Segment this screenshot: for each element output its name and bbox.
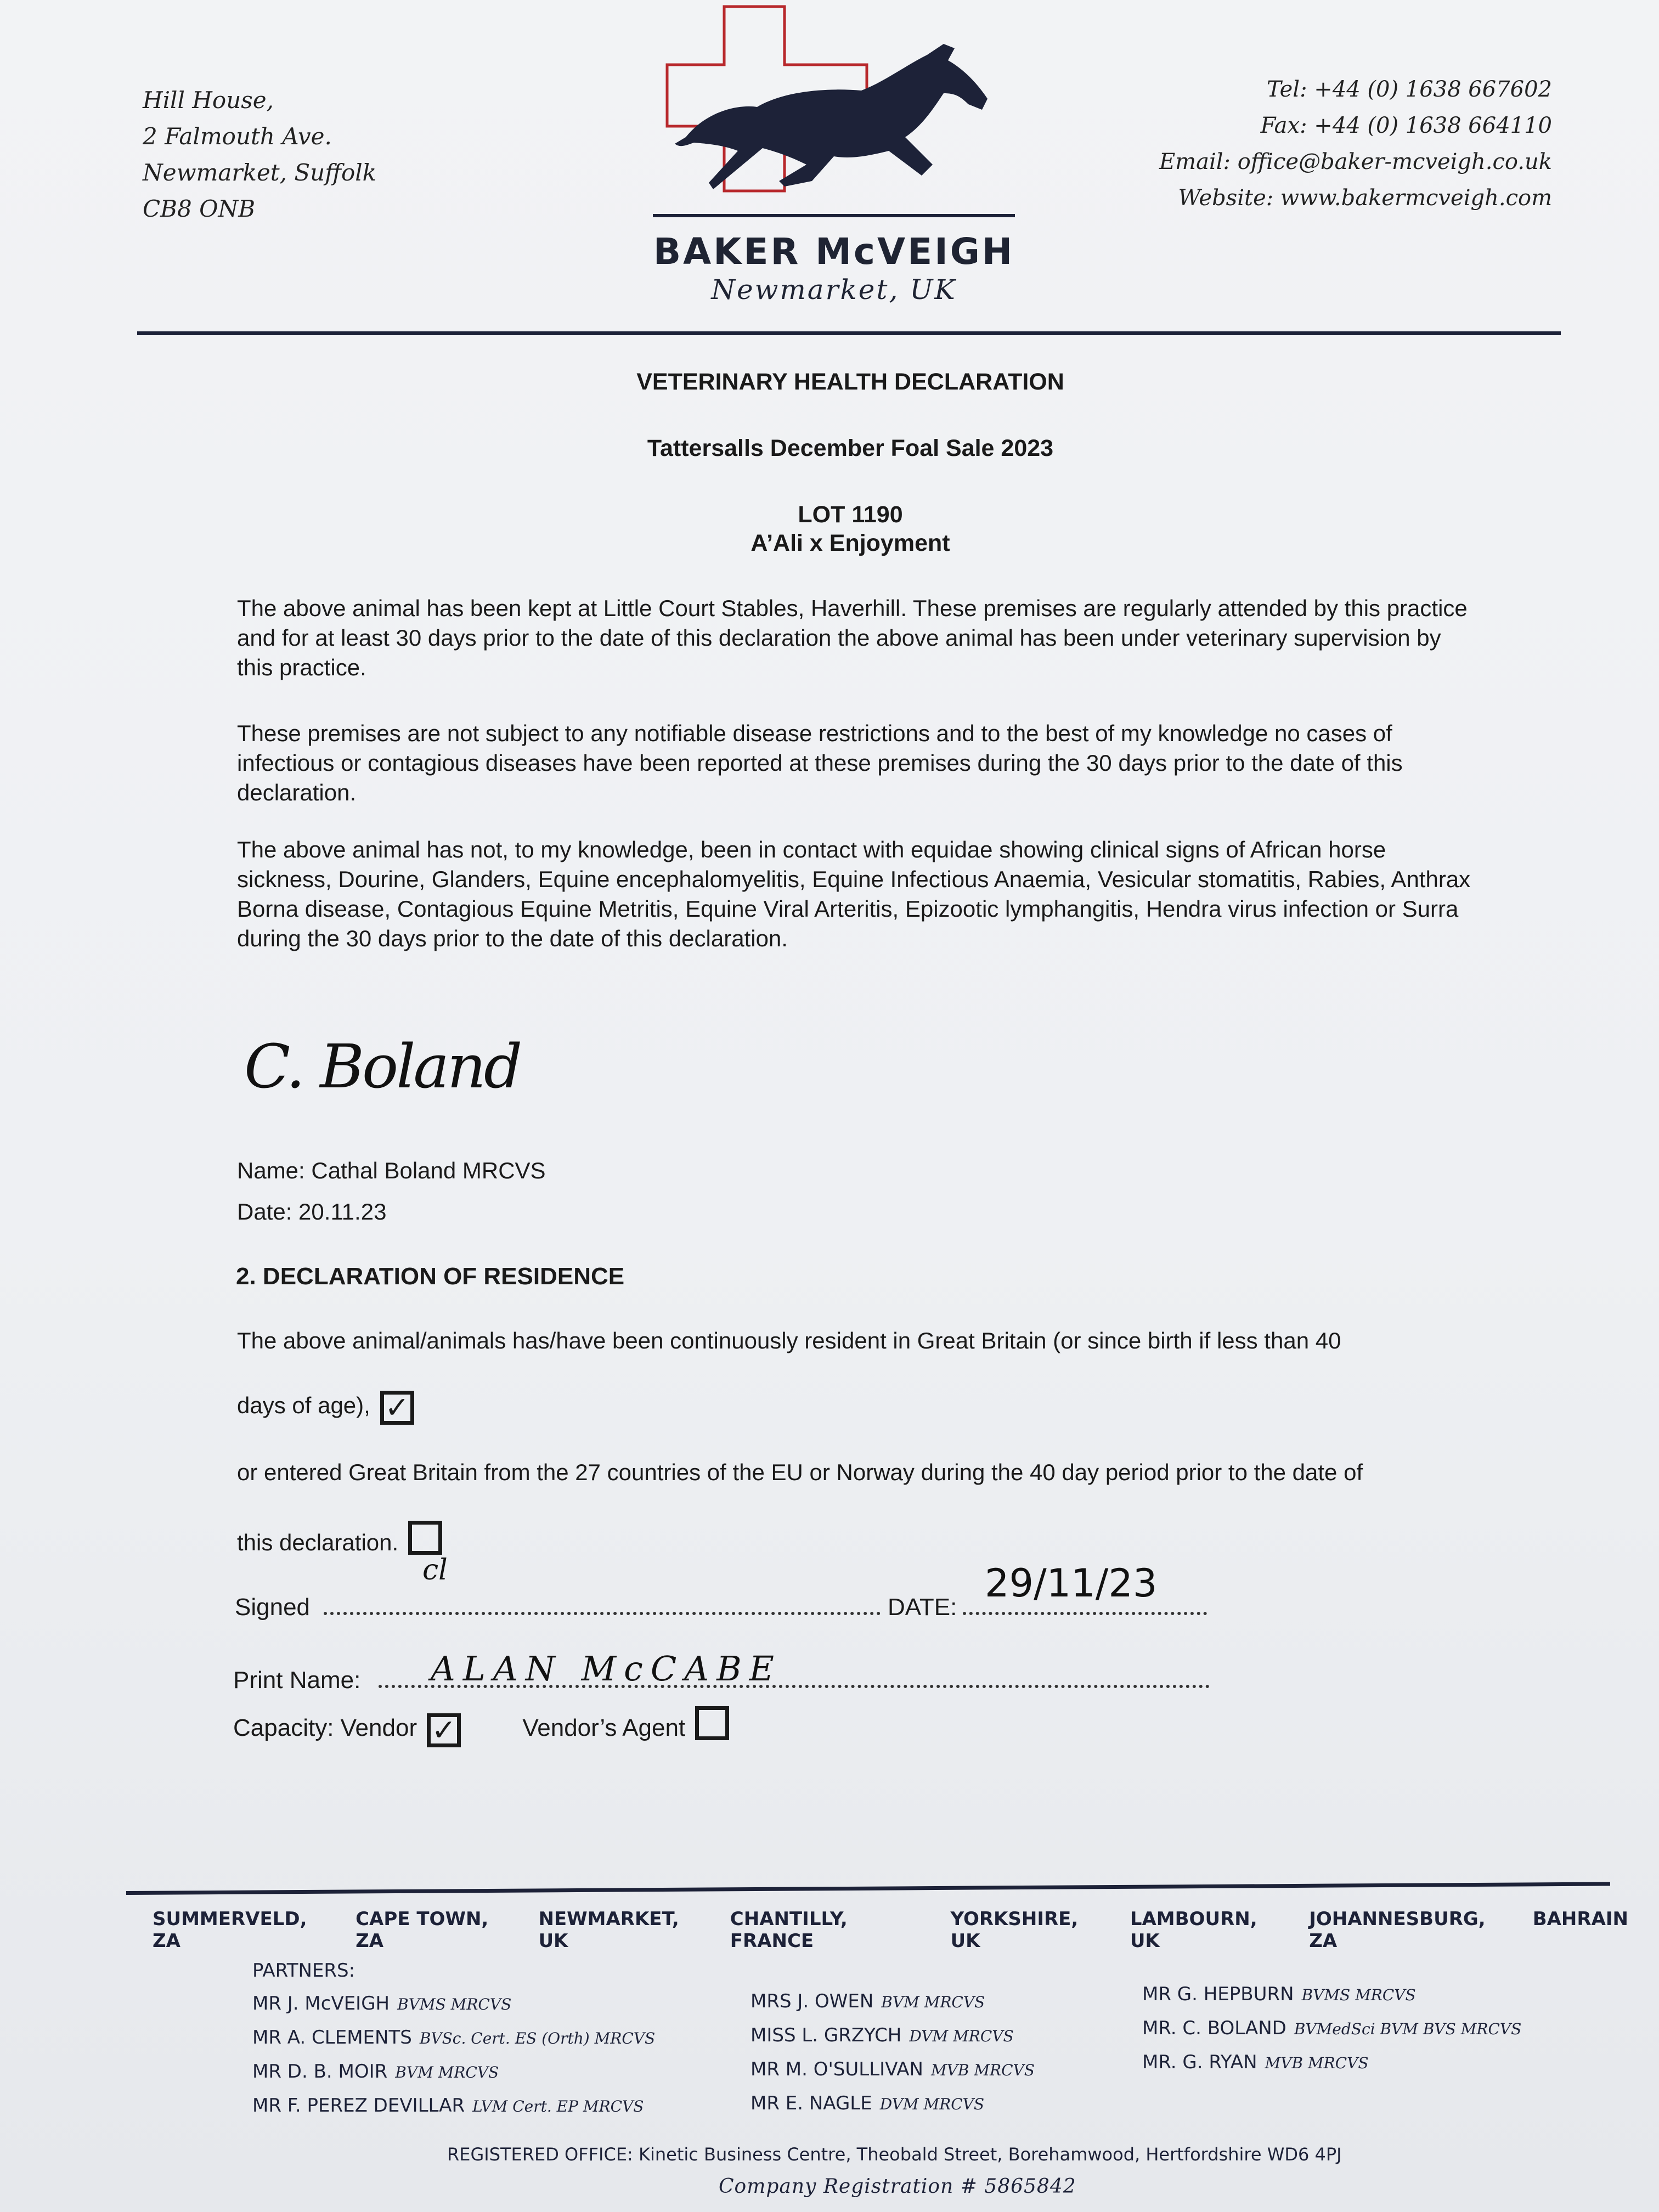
partner-name: MR F. PEREZ DEVILLAR [252, 2095, 465, 2117]
residence-line-with-checkbox [237, 1391, 414, 1425]
residence-line: days of age), [237, 1392, 370, 1418]
entered-gb-checkbox[interactable] [408, 1521, 442, 1555]
registered-office: REGISTERED OFFICE: Kinetic Business Centre, Theobald Street, Borehamwood, Hertfordshire WD6 4PJ [447, 2144, 1342, 2165]
sale-name: Tattersalls December Foal Sale 2023 [647, 435, 1054, 461]
partner-entry [1142, 2012, 1521, 2046]
handwritten-date: 29/11/23 [985, 1561, 1158, 1606]
partners-heading: PARTNERS: [252, 1960, 356, 1982]
office-location: BAHRAIN [1532, 1908, 1628, 1930]
address-line: 2 Falmouth Ave. [143, 123, 332, 150]
partner-qualification: DVM MRCVS [909, 2027, 1014, 2045]
footer-divider [126, 1882, 1610, 1895]
residence-heading: 2. DECLARATION OF RESIDENCE [236, 1263, 625, 1290]
signed-label: Signed [235, 1594, 311, 1621]
partner-entry [252, 2021, 655, 2055]
vet-date: Date: 20.11.23 [237, 1199, 387, 1224]
contact-tel: Tel: +44 (0) 1638 667602 [1267, 77, 1552, 102]
vet-signature: C. Boland [244, 1031, 521, 1102]
partners-column [751, 1985, 1035, 2121]
partner-name: MRS J. OWEN [751, 1990, 874, 2012]
declaration-paragraph: These premises are not subject to any notifiable disease restrictions and to the best of my knowledge no cases of infectious or contagious diseases have been reported at these premises during the 30 days prior to the date of this declaration. [237, 720, 1403, 805]
office-location: SUMMERVELD, ZA [153, 1908, 307, 1952]
office-location: LAMBOURN, UK [1130, 1908, 1257, 1952]
brand-name: BAKER McVEIGH [653, 230, 1015, 273]
partner-name: MR A. CLEMENTS [252, 2027, 412, 2049]
partner-qualification: MVB MRCVS [930, 2061, 1035, 2079]
partner-name: MR. G. RYAN [1142, 2051, 1257, 2073]
resident-checkbox[interactable]: ✓ [380, 1391, 414, 1425]
vendor-signature: cl [422, 1554, 448, 1587]
partner-name: MR G. HEPBURN [1142, 1983, 1294, 2005]
partner-qualification: BVSc. Cert. ES (Orth) MRCVS [419, 2029, 656, 2047]
partner-entry [252, 2055, 655, 2089]
partner-qualification: BVM MRCVS [881, 1993, 985, 2011]
print-name-label: Print Name: [233, 1667, 361, 1694]
company-contact [1159, 71, 1552, 216]
company-registration: Company Registration # 5865842 [719, 2175, 1076, 2198]
company-address [143, 82, 376, 227]
partner-name: MR J. McVEIGH [252, 1993, 390, 2015]
partner-name: MR D. B. MOIR [252, 2061, 388, 2083]
handwritten-name: ALAN McCABE [431, 1649, 782, 1689]
vet-name: Name: Cathal Boland MRCVS [237, 1158, 546, 1183]
partner-entry [1142, 2046, 1521, 2080]
partner-entry [751, 2087, 1035, 2121]
logo-underline [653, 214, 1015, 217]
partner-qualification: LVM Cert. EP MRCVS [472, 2097, 644, 2115]
brand-location: Newmarket, UK [711, 274, 957, 306]
contact-website: Website: www.bakermcveigh.com [1178, 185, 1552, 211]
partner-qualification: BVM MRCVS [395, 2063, 499, 2081]
capacity-vendor-label: Capacity: Vendor [233, 1714, 417, 1741]
office-locations [153, 1908, 1628, 1952]
residence-line: The above animal/animals has/have been continuously resident in Great Britain (or since birth if less than 40 [237, 1328, 1341, 1353]
document-title: VETERINARY HEALTH DECLARATION [636, 369, 1064, 395]
signature-field[interactable] [324, 1612, 881, 1615]
address-line: Newmarket, Suffolk [143, 159, 377, 186]
partners-column [252, 1987, 655, 2123]
capacity-row [233, 1706, 729, 1747]
date-field[interactable] [963, 1612, 1207, 1615]
vendors-agent-label: Vendor’s Agent [522, 1714, 686, 1741]
contact-email: Email: office@baker-mcveigh.co.uk [1159, 149, 1552, 174]
address-line: CB8 ONB [143, 195, 256, 222]
partner-qualification: BVMedSci BVM BVS MRCVS [1294, 2020, 1522, 2038]
lot-pedigree: A’Ali x Enjoyment [751, 530, 950, 556]
office-location: JOHANNESBURG, ZA [1309, 1908, 1486, 1952]
address-line: Hill House, [143, 87, 274, 114]
partner-name: MR E. NAGLE [751, 2092, 872, 2114]
vendors-agent-checkbox[interactable] [695, 1706, 729, 1740]
date-label: DATE: [888, 1594, 957, 1621]
residence-line-with-checkbox [237, 1521, 442, 1556]
partner-entry [252, 1987, 655, 2021]
partner-name: MR. C. BOLAND [1142, 2017, 1286, 2039]
partner-name: MR M. O'SULLIVAN [751, 2058, 923, 2080]
partner-qualification: DVM MRCVS [879, 2095, 985, 2113]
office-location: NEWMARKET, UK [538, 1908, 679, 1952]
lot-block [110, 500, 1591, 557]
partner-entry [751, 2019, 1035, 2053]
residence-line: this declaration. [237, 1530, 399, 1555]
partner-qualification: BVMS MRCVS [397, 1995, 512, 2013]
declaration-paragraph: The above animal has been kept at Little Court Stables, Haverhill. These premises are regularly attended by this practice and for at least 30 days prior to the date of this declaration the above animal has been under veterinary supervision by this practice. [237, 595, 1468, 680]
contact-fax: Fax: +44 (0) 1638 664110 [1260, 113, 1552, 138]
office-location: CHANTILLY, FRANCE [730, 1908, 848, 1952]
header-divider [137, 331, 1561, 335]
partner-entry [751, 2053, 1035, 2087]
partner-entry [751, 1985, 1035, 2019]
partners-column [1142, 1978, 1521, 2080]
partner-qualification: MVB MRCVS [1265, 2054, 1369, 2072]
partner-entry [252, 2089, 655, 2123]
lot-number: LOT 1190 [798, 501, 903, 528]
partner-qualification: BVMS MRCVS [1301, 1986, 1416, 2004]
declaration-paragraph: The above animal has not, to my knowledge, been in contact with equidae showing clinical signs of African horse sickness, Dourine, Glanders, Equine encephalomyelitis, Equine Infectious Anaemia, Vesicular stomatitis, Rabies, Anthrax Borna disease, Contagious Equine Metritis, Equine Viral Arteritis, Epizootic lymphangitis, Hendra virus infection or Surra during the 30 days prior to the date of this declaration. [237, 837, 1471, 951]
brand-block [653, 230, 1015, 306]
residence-line: or entered Great Britain from the 27 countries of the EU or Norway during the 40 day period prior to the date of [237, 1459, 1363, 1485]
partner-name: MISS L. GRZYCH [751, 2024, 902, 2046]
vendor-checkbox[interactable]: ✓ [427, 1713, 461, 1747]
office-location: CAPE TOWN, ZA [356, 1908, 489, 1952]
partner-entry [1142, 1978, 1521, 2012]
office-location: YORKSHIRE, UK [950, 1908, 1079, 1952]
